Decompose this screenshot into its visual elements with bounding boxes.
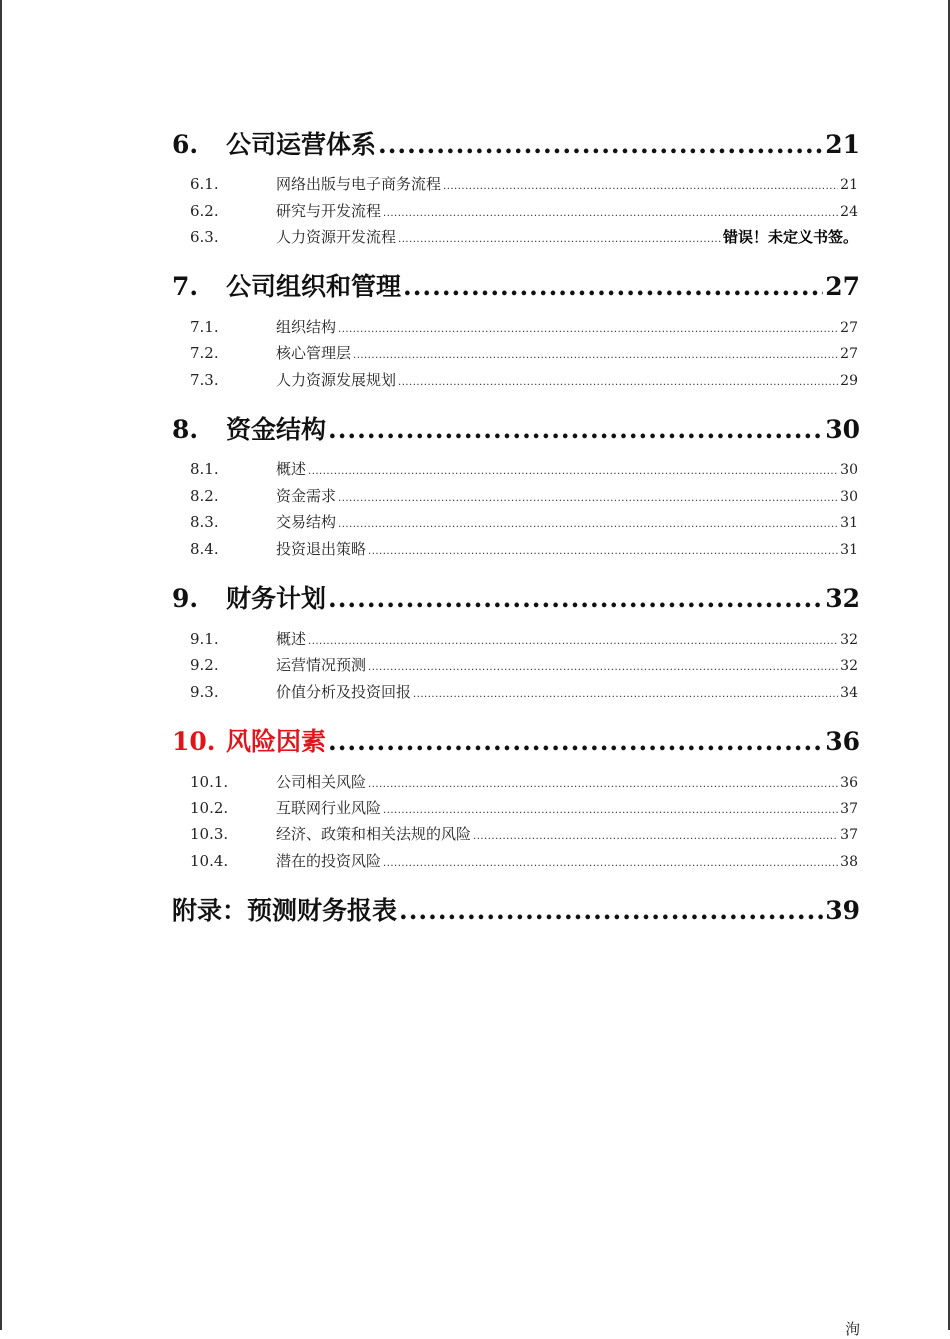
toc-entry-8-4[interactable] [190,538,858,560]
entry-number: 10.4. [190,852,229,870]
toc-entry-9-3[interactable] [190,681,858,703]
dot-leader [383,853,838,875]
entry-title: 组织结构 [276,318,337,336]
entry-page: 32 [840,632,858,648]
dot-leader [328,413,823,447]
dot-leader [473,826,838,848]
toc-entry-8-1[interactable] [190,458,858,480]
entry-title: 人力资源发展规划 [276,371,397,389]
appendix-title: 附录：预测财务报表 [172,896,398,925]
entry-number: 8.3. [190,513,219,531]
toc-entry-10-4[interactable] [190,850,858,872]
entry-number: 7.3. [190,371,219,389]
entry-title: 研究与开发流程 [276,202,382,220]
toc-section-10[interactable] [172,725,860,759]
section-page: 36 [825,727,860,756]
entry-title: 概述 [276,460,307,478]
entry-title: 价值分析及投资回报 [276,683,412,701]
entry-title: 运营情况预测 [276,656,367,674]
footer-text-fragment: 洵 [845,1320,861,1338]
section-page: 27 [825,272,860,301]
entry-title: 交易结构 [276,513,337,531]
entry-page: 31 [840,515,858,531]
entry-number: 9.1. [190,630,219,648]
dot-leader [353,345,838,367]
entry-title: 概述 [276,630,307,648]
section-page: 32 [825,584,860,613]
section-number: 8. [172,415,199,444]
section-number: 7. [172,272,199,301]
entry-title: 公司相关风险 [276,773,367,791]
entry-number: 7.1. [190,318,219,336]
toc-entry-10-2[interactable] [190,797,858,819]
entry-page: 27 [840,320,858,336]
entry-number: 9.2. [190,656,219,674]
entry-page: 34 [840,685,858,701]
toc-entry-6-2[interactable] [190,200,858,222]
entry-title: 资金需求 [276,487,337,505]
toc-entry-6-1[interactable] [190,173,858,195]
entry-page: 24 [840,204,858,220]
section-title: 公司运营体系 [226,130,377,159]
entry-title: 互联网行业风险 [276,799,382,817]
toc-entry-10-1[interactable] [190,771,858,793]
entry-page: 30 [840,489,858,505]
bookmark-error-text: 错误！未定义书签。 [722,228,858,246]
dot-leader [368,657,838,679]
entry-page: 37 [840,801,858,817]
entry-number: 8.4. [190,540,219,558]
section-number: 6. [172,130,199,159]
dot-leader [383,203,838,225]
toc-entry-8-2[interactable] [190,485,858,507]
entry-page: 36 [840,775,858,791]
section-number: 9. [172,584,199,613]
toc-entry-10-3[interactable] [190,823,858,845]
toc-entry-7-3[interactable] [190,369,858,391]
entry-title: 核心管理层 [276,344,352,362]
entry-number: 10.3. [190,825,229,843]
appendix-page: 39 [825,896,860,925]
entry-number: 9.3. [190,683,219,701]
toc-entry-7-2[interactable] [190,342,858,364]
dot-leader [383,800,838,822]
dot-leader [403,270,823,304]
dot-leader [338,319,838,341]
entry-number: 6.2. [190,202,219,220]
section-page: 30 [825,415,860,444]
toc-section-7[interactable] [172,270,860,304]
entry-page: 27 [840,346,858,362]
dot-leader [308,461,838,483]
dot-leader [308,631,838,653]
section-title: 财务计划 [226,584,327,613]
entry-page: 32 [840,658,858,674]
toc-section-6[interactable] [172,128,860,162]
entry-number: 10.2. [190,799,229,817]
entry-page: 29 [840,373,858,389]
section-title: 风险因素 [226,727,327,756]
entry-page: 30 [840,462,858,478]
section-number: 10. [172,727,216,756]
dot-leader [328,725,823,759]
entry-title: 人力资源开发流程 [276,228,397,246]
dot-leader [398,372,838,394]
entry-page: 37 [840,827,858,843]
toc-section-8[interactable] [172,413,860,447]
dot-leader [338,488,838,510]
toc-entry-7-1[interactable] [190,316,858,338]
toc-section-9[interactable] [172,582,860,616]
toc-entry-9-2[interactable] [190,654,858,676]
entry-number: 10.1. [190,773,229,791]
entry-title: 网络出版与电子商务流程 [276,175,442,193]
entry-number: 6.3. [190,228,219,246]
entry-number: 6.1. [190,175,219,193]
section-title: 资金结构 [226,415,327,444]
entry-number: 8.1. [190,460,219,478]
entry-title: 投资退出策略 [276,540,367,558]
dot-leader [398,229,721,251]
dot-leader [338,514,838,536]
dot-leader [368,774,838,796]
entry-title: 经济、政策和相关法规的风险 [276,825,472,843]
toc-entry-9-1[interactable] [190,628,858,650]
dot-leader [378,128,823,162]
entry-title: 潜在的投资风险 [276,852,382,870]
dot-leader [328,582,823,616]
entry-page: 21 [840,177,858,193]
entry-page: 31 [840,542,858,558]
entry-number: 7.2. [190,344,219,362]
section-title: 公司组织和管理 [226,272,402,301]
toc-entry-8-3[interactable] [190,511,858,533]
toc-appendix[interactable] [172,894,860,928]
section-page: 21 [825,130,860,159]
dot-leader [443,176,838,198]
entry-page: 38 [840,854,858,870]
toc-entry-6-3[interactable] [190,226,858,248]
dot-leader [413,684,838,706]
dot-leader [399,894,823,928]
dot-leader [368,541,838,563]
entry-number: 8.2. [190,487,219,505]
